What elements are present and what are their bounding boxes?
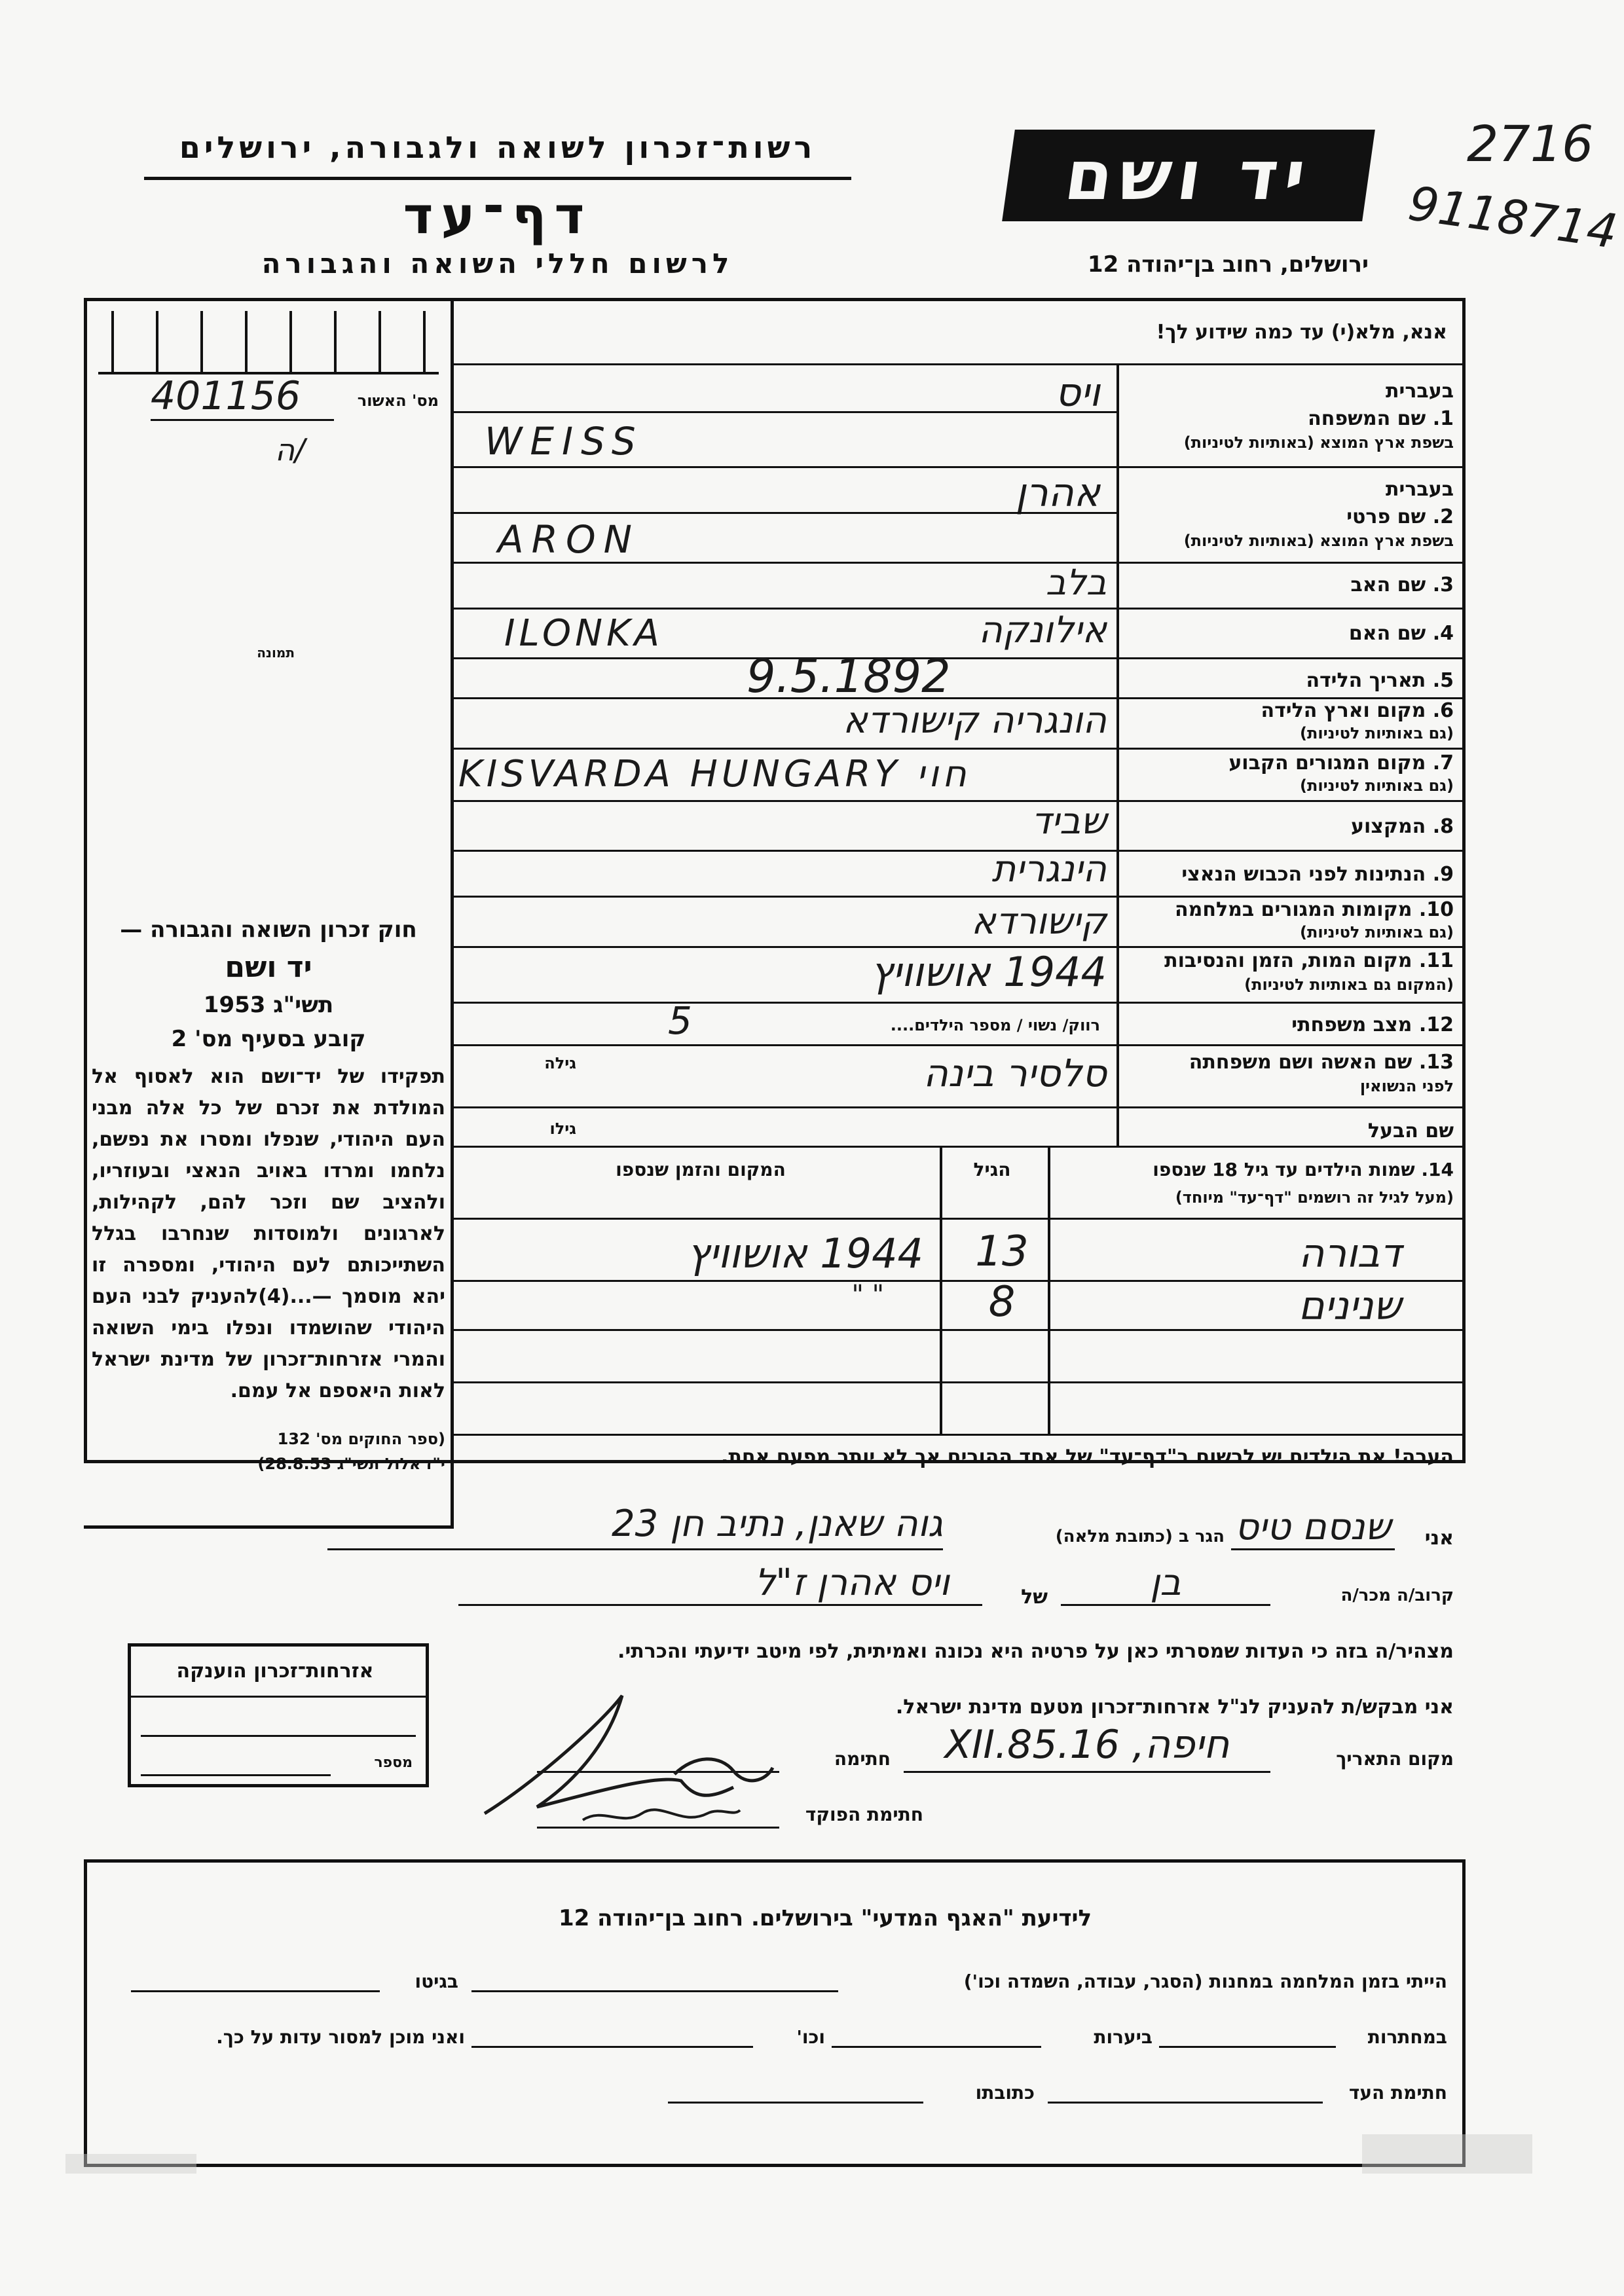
children-note: הערה! את הילדים יש לרשום ב"דף־עד" של אחד ההורים אך לא יותר מפעם אחת. xyxy=(720,1446,1454,1468)
witness-label: אני xyxy=(1424,1527,1454,1550)
field-7-title: 7. מקום המגורים הקבוע xyxy=(1228,752,1454,774)
scientific-dept-title: לידיעת "האגף המדעי" בירושלים. רחוב בן־יהודה 12 xyxy=(558,1905,1092,1931)
ghetto-line xyxy=(131,1990,380,1992)
relation-value[interactable]: בן xyxy=(1150,1561,1181,1604)
cert-note: ה/ xyxy=(275,432,305,467)
form-subtitle: לרשום חללי השואה והגבורה xyxy=(261,247,734,280)
field-13-title: 13. שם האשה ושם משפחתה xyxy=(1189,1051,1454,1074)
field-6-sub: (גם באותיות לטיניות) xyxy=(1300,724,1454,742)
husband-label: שם הבעל xyxy=(1367,1120,1454,1142)
surname-latin[interactable]: WEISS xyxy=(485,419,644,464)
field-7-sub: (גם באותיות לטיניות) xyxy=(1300,776,1454,795)
row-divider xyxy=(454,1002,1466,1004)
field-2-sub: בשפת ארץ המוצא (באותיות לטיניות) xyxy=(1183,532,1454,550)
field-4-title: 4. שם האם xyxy=(1348,622,1454,645)
profession[interactable]: שביד xyxy=(1031,800,1107,843)
address-label: כתובתו xyxy=(975,2082,1035,2104)
ghetto-label: בגיטו xyxy=(415,1971,458,1992)
photo-placeholder[interactable]: תמונה xyxy=(257,645,295,661)
law-clause: קובע בסעיף מס' 2 xyxy=(171,1026,366,1052)
row-divider xyxy=(454,1044,1466,1046)
witness-sig-line xyxy=(1048,2102,1323,2104)
field-13-sub: לפני הנשואין xyxy=(1359,1077,1454,1095)
box-divider xyxy=(128,1696,429,1698)
witness-name[interactable]: שנסם טיס xyxy=(1234,1506,1392,1548)
row-divider xyxy=(454,896,1466,898)
law-footer: (ספר החוקים מס' 132 י"ז אלול תשי"ג 28.8.53) xyxy=(257,1430,445,1473)
row-divider xyxy=(454,1146,1466,1148)
cert-label: מס' האשור xyxy=(357,392,439,410)
place-column-header: המקום והזמן שנספו xyxy=(616,1159,786,1180)
witness-address[interactable]: גוה שאנן, נתיב חן 23 xyxy=(612,1503,943,1545)
forests-label: ביערות xyxy=(1094,2026,1153,2048)
row-divider xyxy=(454,657,1466,659)
wife-name[interactable]: סלסיר בינה xyxy=(923,1051,1107,1095)
forests-line xyxy=(832,2046,1041,2048)
field-12-title: 12. מצב משפחתי xyxy=(1291,1013,1454,1036)
field-8-title: 8. המקצוע xyxy=(1351,815,1454,838)
field-1-label xyxy=(1126,380,1454,403)
memorial-box-title: אזרחות־זכרון הוענקה xyxy=(176,1660,374,1683)
hebrew-tag: בעברית xyxy=(1386,380,1454,403)
witness-address-line xyxy=(327,1548,943,1550)
officer-signature xyxy=(576,1787,747,1840)
signature-label: חתימה xyxy=(834,1748,891,1770)
field-10-sub: (גם באותיות לטיניות) xyxy=(1300,923,1454,941)
children-sub: (מעל לגיל זה רושמים "דף־עד" מיוחד) xyxy=(1175,1188,1454,1207)
child-age[interactable]: 13 xyxy=(975,1228,1029,1276)
row-divider xyxy=(454,363,1466,365)
wartime-residence[interactable]: קישורדא xyxy=(971,900,1107,943)
box-num-line xyxy=(141,1774,331,1776)
tick xyxy=(200,311,203,373)
deceased-name[interactable]: ויס אהרן ז"ל xyxy=(754,1561,950,1604)
box-line xyxy=(141,1735,416,1737)
form-title: דף־עד xyxy=(403,187,593,246)
place-date-line xyxy=(904,1771,1270,1773)
witness-name-line xyxy=(1231,1548,1395,1550)
row-divider xyxy=(454,1280,1466,1282)
row-divider xyxy=(454,466,1466,468)
child-place[interactable]: " " xyxy=(851,1280,884,1310)
child-age[interactable]: 8 xyxy=(988,1278,1016,1326)
scan-noise xyxy=(1362,2134,1532,2174)
relation-line xyxy=(1061,1604,1270,1606)
row-divider xyxy=(454,1218,1466,1220)
law-name: יד ושם xyxy=(225,951,312,984)
scan-noise xyxy=(65,2154,196,2174)
request: אני מבקש/ת להעניק לנ"ל אזרחות־זכרון מטעם מדינת ישראל. xyxy=(895,1696,1454,1719)
field-9-title: 9. הנתינות לפני הכבוש הנאצי xyxy=(1181,863,1454,886)
row-divider xyxy=(454,1381,1466,1383)
digit-boxes xyxy=(111,311,426,373)
tick xyxy=(423,311,426,373)
address: ירושלים, רחוב בן־יהודה 12 xyxy=(1087,251,1369,278)
law-text xyxy=(92,917,445,1476)
father-name[interactable]: בלב xyxy=(1045,562,1107,603)
org-name: רשות־זכרון לשואה ולגבורה, ירושלים xyxy=(179,130,817,165)
row-divider xyxy=(454,1106,1466,1108)
tick xyxy=(334,311,337,373)
birthplace[interactable]: הונגריה קישורדא xyxy=(843,699,1107,742)
row-divider xyxy=(454,1329,1466,1331)
husband-age-label: גילו xyxy=(549,1120,576,1138)
label-column-divider xyxy=(1116,363,1119,1146)
field-1-title: 1. שם המשפחה xyxy=(1308,407,1454,430)
header-rule xyxy=(144,177,851,180)
witness-sig-label: חתימת העד xyxy=(1348,2082,1447,2104)
underground-line xyxy=(1159,2046,1336,2048)
relation-label: קרוב/ה מכר/ה xyxy=(1340,1586,1454,1605)
officer-label: חתימת הפוקד xyxy=(805,1804,923,1825)
field-6-title: 6. מקום וארץ הלידה xyxy=(1261,699,1454,722)
residence[interactable]: KISVARDA HUNGARY חוי xyxy=(458,753,970,795)
child-place[interactable]: 1944 אושוויץ xyxy=(687,1230,923,1277)
tick xyxy=(378,311,381,373)
field-2-tag: בעברית xyxy=(1386,478,1454,501)
deceased-line xyxy=(458,1604,982,1606)
row-divider xyxy=(454,1434,1466,1436)
place-date-label: מקום התאריך xyxy=(1336,1748,1454,1770)
wife-age-label: גילה xyxy=(544,1054,576,1072)
yad-vashem-logo: יד ושם xyxy=(1002,130,1375,221)
tick xyxy=(245,311,248,373)
intro-text: אנא, מלא(י) עד כמה שידוע לך! xyxy=(1156,321,1447,344)
child-name[interactable]: שנינים xyxy=(1298,1283,1401,1329)
archive-number-2: 9118714 xyxy=(1405,175,1621,259)
age-column-header: הגיל xyxy=(973,1159,1011,1180)
law-title: חוק זכרון השואה והגבורה — xyxy=(120,917,417,943)
children-col-divider xyxy=(1048,1146,1050,1434)
place-date[interactable]: חיפה, 16.XII.85 xyxy=(944,1722,1230,1768)
field-11-title: 11. מקום המות, הזמן והנסיבות xyxy=(1164,949,1454,972)
cert-number[interactable]: 401156 xyxy=(151,373,334,421)
children-col-divider xyxy=(940,1146,942,1434)
marital-options: רווק/ נשוי / מספר הילדים.... xyxy=(890,1016,1100,1034)
field-10-title: 10. מקומות המגורים במלחמה xyxy=(1175,898,1454,921)
tick xyxy=(111,311,114,373)
memorial-num-label: מספר xyxy=(374,1755,413,1771)
tick xyxy=(289,311,292,373)
camps-line-label: הייתי בזמן המלחמה במחנות (הסגר, עבודה, השמדה וכו') xyxy=(963,1971,1447,1992)
field-11-sub: (המקום גם באותיות לטיניות) xyxy=(1244,975,1454,994)
archive-number: 2716 xyxy=(1467,115,1594,173)
etc-label: וכו' xyxy=(796,2026,825,2048)
field-3-title: 3. שם האב xyxy=(1350,574,1454,596)
etc-line xyxy=(471,2046,753,2048)
row-divider xyxy=(454,748,1466,750)
firstname-hebrew[interactable]: אהרן xyxy=(1015,470,1100,516)
birth-date[interactable]: 9.5.1892 xyxy=(747,649,951,703)
row-divider xyxy=(454,512,1116,514)
surname-hebrew[interactable]: ויס xyxy=(1055,370,1100,416)
field-1-sub: בשפת ארץ המוצא (באותיות לטיניות) xyxy=(1183,433,1454,452)
child-name[interactable]: דבורה xyxy=(1299,1231,1401,1277)
declaration: מצהיר/ה בזה כי העדות שמסרתי כאן על פרטיה היא נכונה ואמיתית, לפי מיטב ידיעתי והכרתי. xyxy=(618,1640,1454,1663)
underground-label: במחתרות xyxy=(1367,2026,1447,2048)
witness-address-label: הגר ב (כתובת מלאה) xyxy=(1055,1527,1225,1546)
firstname-latin[interactable]: ARON xyxy=(498,517,640,562)
of-label: של xyxy=(1021,1586,1048,1609)
children-count[interactable]: 5 xyxy=(668,998,692,1043)
nationality[interactable]: הינגרית xyxy=(991,848,1107,890)
row-divider xyxy=(454,411,1116,413)
mother-name-latin[interactable]: ILONKA xyxy=(504,612,663,655)
law-body: תפקידו של יד־ושם הוא לאסוף אל המולדת את זכרם של כל אלה מבני העם היהודי, שנפלו ומסרו את נפשם, נלחמו ומרדו באויב הנאצי ובעוזריו, ולהציב שם וזכר להם, לקהילות, לארגונים ולמוסדות שנחרבו בגלל השתייכותם לעם היהודי, ומספרה זו יהא מוסמך —...(4)להעניק לבני העם היהודי שהושמדו ונפלו בימי השואה והמרי אזרחות־זכרון של מדינת ישראל לאות היאספם אל עמם. xyxy=(92,1065,445,1402)
mother-name-hebrew[interactable]: אילונקה xyxy=(978,609,1107,651)
death-place-date[interactable]: 1944 אושוויץ xyxy=(870,948,1107,996)
tick xyxy=(156,311,158,373)
children-title: 14. שמות הילדים עד גיל 18 שנספו xyxy=(1153,1159,1454,1180)
field-5-title: 5. תאריך הלידה xyxy=(1306,669,1454,692)
field-2-title: 2. שם פרטי xyxy=(1346,505,1454,528)
willing-to-testify: ואני מוכן למסור עדות על כך. xyxy=(216,2026,465,2048)
camps-line xyxy=(471,1990,838,1992)
address-line xyxy=(668,2102,923,2104)
law-year: תשי"ג 1953 xyxy=(203,992,334,1018)
